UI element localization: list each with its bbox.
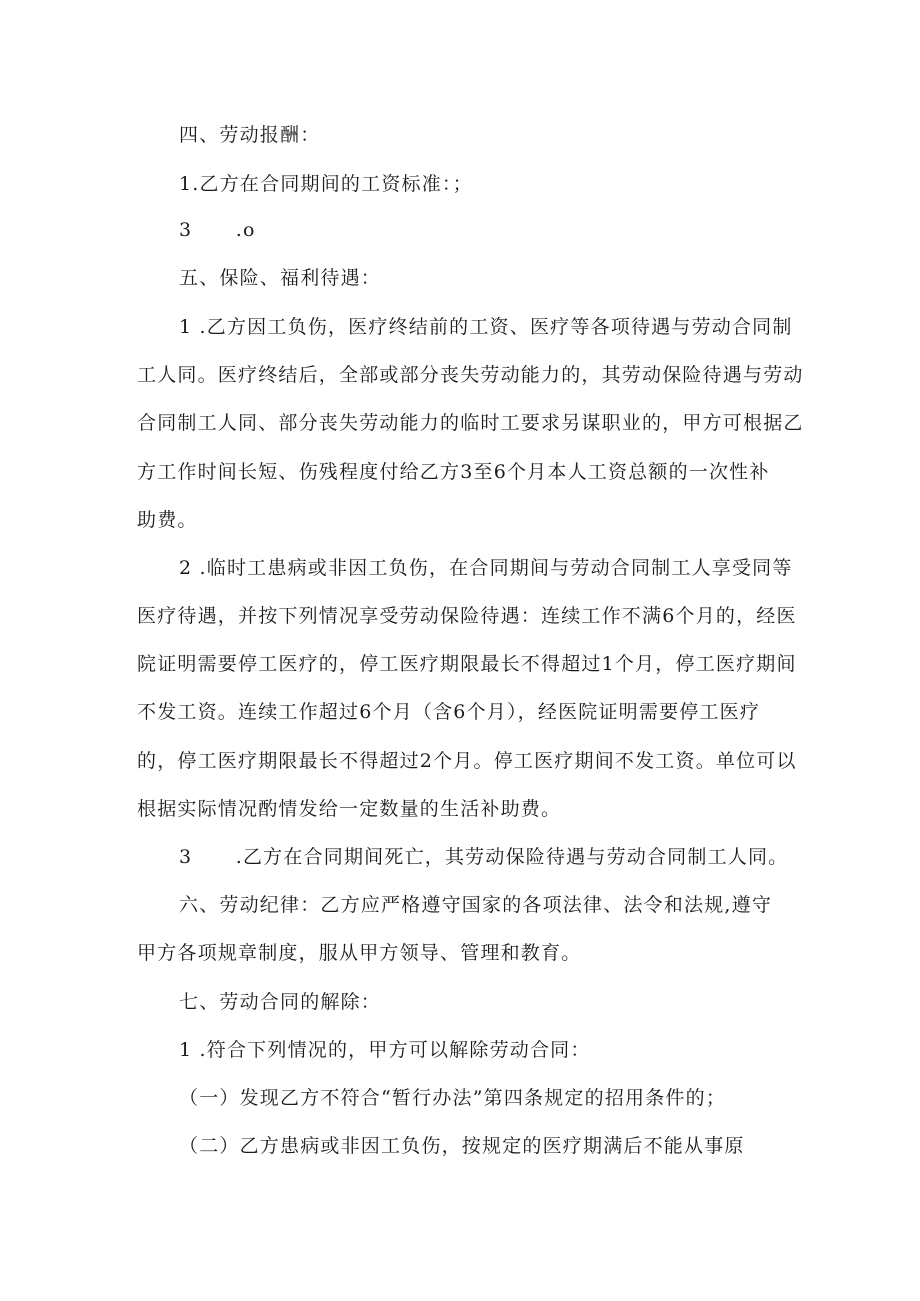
paragraph-line: 合同制工人同、部分丧失劳动能力的临时工要求另谋职业的，甲方可根据乙 xyxy=(137,412,804,434)
clause-4-1: 1.乙方在合同期间的工资标准：； xyxy=(179,173,473,195)
paragraph-line: 院证明需要停工医疗的，停工医疗期限最长不得超过1个月，停工医疗期间 xyxy=(137,653,797,675)
paragraph-line: 的，停工医疗期限最长不得超过2个月。停工医疗期间不发工资。单位可以 xyxy=(137,750,797,772)
paragraph-line: 1 .乙方因工负伤，医疗终结前的工资、医疗等各项待遇与劳动合同制 xyxy=(179,316,793,338)
clause-5-3: 3 .乙方在合同期间死亡，其劳动保险待遇与劳动合同制工人同。 xyxy=(179,846,789,868)
paragraph-line: 根据实际情况酌情发给一定数量的生活补助费。 xyxy=(137,798,562,820)
clause-7-1: 1 .符合下列情况的，甲方可以解除劳动合同： xyxy=(179,1039,591,1061)
paragraph-line: 工人同。医疗终结后，全部或部分丧失劳动能力的，其劳动保险待遇与劳动 xyxy=(137,364,804,386)
section-4-heading: 四、劳动报酬： xyxy=(179,124,321,146)
section-5-heading: 五、保险、福利待遇： xyxy=(179,267,382,289)
paragraph-line: 不发工资。连续工作超过6个月（含6个月），经医院证明需要停工医疗 xyxy=(137,701,761,723)
list-item: （二）乙方患病或非因工负伤，按规定的医疗期满后不能从事原 xyxy=(179,1135,745,1157)
paragraph-line: 2 .临时工患病或非因工负伤，在合同期间与劳动合同制工人享受同等 xyxy=(179,557,793,579)
section-7-heading: 七、劳动合同的解除： xyxy=(179,991,382,1013)
paragraph-line: 医疗待遇，并按下列情况享受劳动保险待遇：连续工作不满6个月的，经医 xyxy=(137,605,797,627)
paragraph-line: 方工作时间长短、伤残程度付给乙方3至6个月本人工资总额的一次性补 xyxy=(137,461,770,483)
paragraph-line: 助费。 xyxy=(137,509,198,531)
paragraph-line: 甲方各项规章制度，服从甲方领导、管理和教育。 xyxy=(137,942,582,964)
clause-4-3: 3 .o xyxy=(179,219,256,241)
section-6-heading: 六、劳动纪律：乙方应严格遵守国家的各项法律、法令和法规,遵守 xyxy=(179,894,773,916)
list-item: （一）发现乙方不符合“暂行办法”第四条规定的招用条件的； xyxy=(179,1087,727,1109)
